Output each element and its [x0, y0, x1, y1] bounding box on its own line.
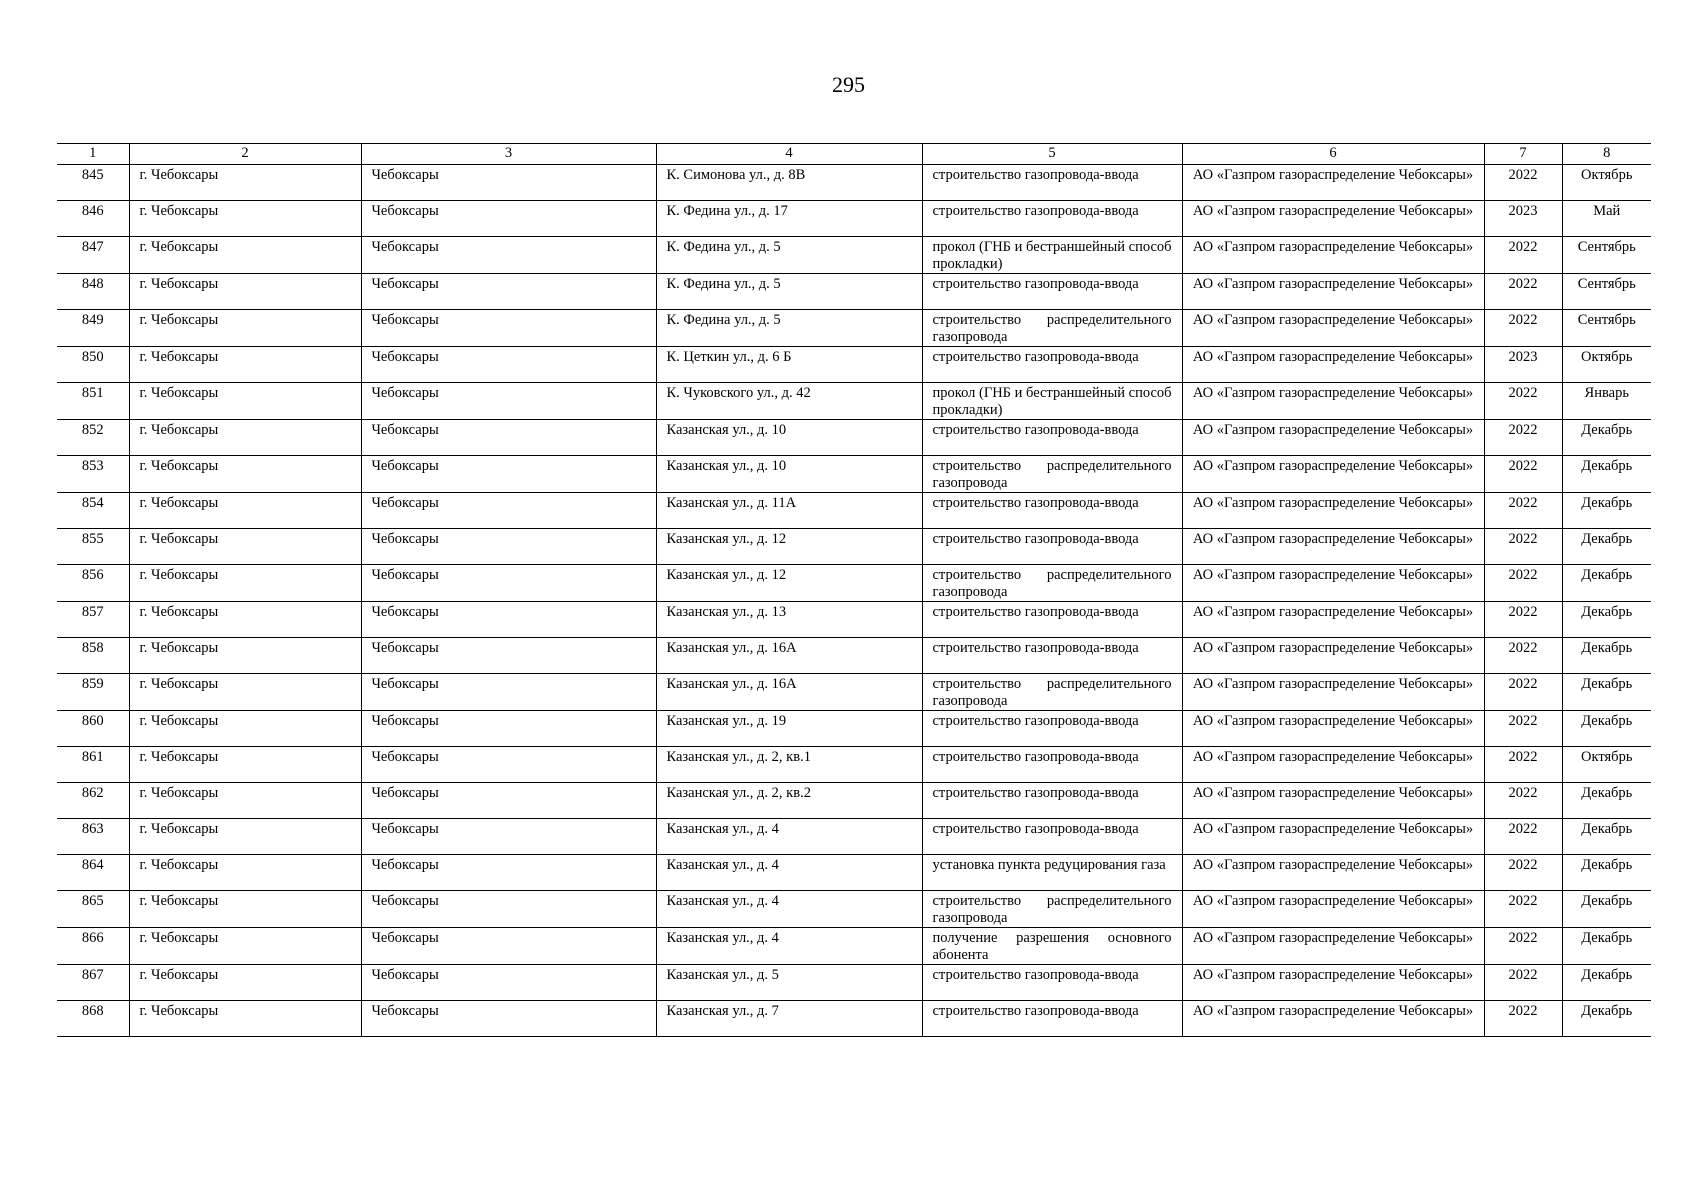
- organization-cell: АО «Газпром газораспределение Чебоксары»: [1182, 1001, 1484, 1037]
- table-row: [57, 456, 1651, 493]
- year-cell: 2022: [1484, 383, 1562, 420]
- locality-cell: Чебоксары: [361, 310, 656, 347]
- district-cell: г. Чебоксары: [129, 928, 361, 965]
- locality-cell: Чебоксары: [361, 602, 656, 638]
- address-cell: Казанская ул., д. 19: [656, 711, 922, 747]
- work-type-cell: строительство газопровода-ввода: [922, 420, 1182, 456]
- organization-cell: АО «Газпром газораспределение Чебоксары»: [1182, 274, 1484, 310]
- row-number: 848: [57, 274, 129, 310]
- district-cell: г. Чебоксары: [129, 201, 361, 237]
- month-cell: Декабрь: [1562, 602, 1651, 638]
- table-row: [57, 529, 1651, 565]
- organization-cell: АО «Газпром газораспределение Чебоксары»: [1182, 165, 1484, 201]
- month-cell: Январь: [1562, 383, 1651, 420]
- work-type-cell: строительство газопровода-ввода: [922, 747, 1182, 783]
- work-type-cell: строительство газопровода-ввода: [922, 1001, 1182, 1037]
- district-cell: г. Чебоксары: [129, 565, 361, 602]
- month-cell: Декабрь: [1562, 456, 1651, 493]
- address-cell: Казанская ул., д. 4: [656, 928, 922, 965]
- work-type-cell: строительство газопровода-ввода: [922, 274, 1182, 310]
- table-row: [57, 855, 1651, 891]
- year-cell: 2022: [1484, 493, 1562, 529]
- month-cell: Декабрь: [1562, 529, 1651, 565]
- locality-cell: Чебоксары: [361, 274, 656, 310]
- month-cell: Сентябрь: [1562, 310, 1651, 347]
- row-number: 856: [57, 565, 129, 602]
- year-cell: 2022: [1484, 420, 1562, 456]
- organization-cell: АО «Газпром газораспределение Чебоксары»: [1182, 237, 1484, 274]
- district-cell: г. Чебоксары: [129, 747, 361, 783]
- work-type-cell: строительство газопровода-ввода: [922, 711, 1182, 747]
- district-cell: г. Чебоксары: [129, 711, 361, 747]
- row-number: 867: [57, 965, 129, 1001]
- year-cell: 2022: [1484, 928, 1562, 965]
- district-cell: г. Чебоксары: [129, 1001, 361, 1037]
- month-cell: Декабрь: [1562, 674, 1651, 711]
- address-cell: К. Федина ул., д. 5: [656, 274, 922, 310]
- row-number: 866: [57, 928, 129, 965]
- work-type-cell: строительство газопровода-ввода: [922, 819, 1182, 855]
- organization-cell: АО «Газпром газораспределение Чебоксары»: [1182, 783, 1484, 819]
- district-cell: г. Чебоксары: [129, 347, 361, 383]
- row-number: 849: [57, 310, 129, 347]
- address-cell: К. Федина ул., д. 5: [656, 237, 922, 274]
- row-number: 847: [57, 237, 129, 274]
- table-row: [57, 891, 1651, 928]
- table-row: [57, 274, 1651, 310]
- table-row: [57, 602, 1651, 638]
- locality-cell: Чебоксары: [361, 819, 656, 855]
- organization-cell: АО «Газпром газораспределение Чебоксары»: [1182, 638, 1484, 674]
- locality-cell: Чебоксары: [361, 456, 656, 493]
- row-number: 868: [57, 1001, 129, 1037]
- organization-cell: АО «Газпром газораспределение Чебоксары»: [1182, 456, 1484, 493]
- year-cell: 2022: [1484, 565, 1562, 602]
- table-row: [57, 965, 1651, 1001]
- organization-cell: АО «Газпром газораспределение Чебоксары»: [1182, 493, 1484, 529]
- row-number: 855: [57, 529, 129, 565]
- district-cell: г. Чебоксары: [129, 165, 361, 201]
- table-row: [57, 638, 1651, 674]
- locality-cell: Чебоксары: [361, 420, 656, 456]
- year-cell: 2022: [1484, 783, 1562, 819]
- district-cell: г. Чебоксары: [129, 602, 361, 638]
- district-cell: г. Чебоксары: [129, 310, 361, 347]
- year-cell: 2022: [1484, 602, 1562, 638]
- work-type-cell: строительство газопровода-ввода: [922, 493, 1182, 529]
- year-cell: 2022: [1484, 819, 1562, 855]
- month-cell: Сентябрь: [1562, 237, 1651, 274]
- year-cell: 2022: [1484, 529, 1562, 565]
- address-cell: Казанская ул., д. 4: [656, 819, 922, 855]
- row-number: 845: [57, 165, 129, 201]
- column-header: 4: [656, 144, 922, 165]
- table-row: [57, 674, 1651, 711]
- table-row: [57, 747, 1651, 783]
- year-cell: 2023: [1484, 347, 1562, 383]
- work-type-cell: получение разрешения основного абонента: [922, 928, 1182, 965]
- row-number: 864: [57, 855, 129, 891]
- year-cell: 2022: [1484, 274, 1562, 310]
- row-number: 857: [57, 602, 129, 638]
- work-type-cell: строительство газопровода-ввода: [922, 783, 1182, 819]
- column-header: 3: [361, 144, 656, 165]
- address-cell: Казанская ул., д. 12: [656, 565, 922, 602]
- row-number: 853: [57, 456, 129, 493]
- table-body: [57, 165, 1651, 1037]
- address-cell: Казанская ул., д. 5: [656, 965, 922, 1001]
- month-cell: Октябрь: [1562, 347, 1651, 383]
- work-type-cell: строительство газопровода-ввода: [922, 165, 1182, 201]
- locality-cell: Чебоксары: [361, 529, 656, 565]
- organization-cell: АО «Газпром газораспределение Чебоксары»: [1182, 347, 1484, 383]
- work-type-cell: строительство газопровода-ввода: [922, 529, 1182, 565]
- year-cell: 2023: [1484, 201, 1562, 237]
- month-cell: Декабрь: [1562, 783, 1651, 819]
- month-cell: Декабрь: [1562, 1001, 1651, 1037]
- address-cell: Казанская ул., д. 12: [656, 529, 922, 565]
- row-number: 862: [57, 783, 129, 819]
- month-cell: Сентябрь: [1562, 274, 1651, 310]
- year-cell: 2022: [1484, 638, 1562, 674]
- year-cell: 2022: [1484, 456, 1562, 493]
- address-cell: Казанская ул., д. 7: [656, 1001, 922, 1037]
- work-type-cell: строительство газопровода-ввода: [922, 347, 1182, 383]
- organization-cell: АО «Газпром газораспределение Чебоксары»: [1182, 529, 1484, 565]
- table-row: [57, 928, 1651, 965]
- table-row: [57, 201, 1651, 237]
- table-row: [57, 165, 1651, 201]
- table-row: [57, 420, 1651, 456]
- month-cell: Декабрь: [1562, 638, 1651, 674]
- year-cell: 2022: [1484, 891, 1562, 928]
- locality-cell: Чебоксары: [361, 891, 656, 928]
- row-number: 851: [57, 383, 129, 420]
- column-header: 8: [1562, 144, 1651, 165]
- table-row: [57, 347, 1651, 383]
- row-number: 846: [57, 201, 129, 237]
- table-row: [57, 819, 1651, 855]
- address-cell: К. Федина ул., д. 5: [656, 310, 922, 347]
- organization-cell: АО «Газпром газораспределение Чебоксары»: [1182, 383, 1484, 420]
- work-type-cell: строительство распределительного газопровода: [922, 310, 1182, 347]
- month-cell: Декабрь: [1562, 565, 1651, 602]
- district-cell: г. Чебоксары: [129, 891, 361, 928]
- district-cell: г. Чебоксары: [129, 965, 361, 1001]
- month-cell: Декабрь: [1562, 965, 1651, 1001]
- row-number: 850: [57, 347, 129, 383]
- year-cell: 2022: [1484, 965, 1562, 1001]
- address-cell: Казанская ул., д. 11А: [656, 493, 922, 529]
- organization-cell: АО «Газпром газораспределение Чебоксары»: [1182, 310, 1484, 347]
- table-row: [57, 783, 1651, 819]
- row-number: 860: [57, 711, 129, 747]
- organization-cell: АО «Газпром газораспределение Чебоксары»: [1182, 420, 1484, 456]
- district-cell: г. Чебоксары: [129, 237, 361, 274]
- organization-cell: АО «Газпром газораспределение Чебоксары»: [1182, 747, 1484, 783]
- work-type-cell: прокол (ГНБ и бестраншейный способ прокладки): [922, 383, 1182, 420]
- column-header: 2: [129, 144, 361, 165]
- table-row: [57, 383, 1651, 420]
- work-type-cell: строительство газопровода-ввода: [922, 965, 1182, 1001]
- gasification-register-table: [57, 143, 1651, 1037]
- column-header: 7: [1484, 144, 1562, 165]
- table-row: [57, 310, 1651, 347]
- district-cell: г. Чебоксары: [129, 383, 361, 420]
- address-cell: Казанская ул., д. 4: [656, 855, 922, 891]
- table-row: [57, 237, 1651, 274]
- district-cell: г. Чебоксары: [129, 819, 361, 855]
- month-cell: Май: [1562, 201, 1651, 237]
- locality-cell: Чебоксары: [361, 855, 656, 891]
- year-cell: 2022: [1484, 165, 1562, 201]
- district-cell: г. Чебоксары: [129, 493, 361, 529]
- address-cell: Казанская ул., д. 2, кв.2: [656, 783, 922, 819]
- year-cell: 2022: [1484, 674, 1562, 711]
- work-type-cell: строительство распределительного газопровода: [922, 565, 1182, 602]
- month-cell: Декабрь: [1562, 891, 1651, 928]
- organization-cell: АО «Газпром газораспределение Чебоксары»: [1182, 565, 1484, 602]
- address-cell: К. Цеткин ул., д. 6 Б: [656, 347, 922, 383]
- locality-cell: Чебоксары: [361, 201, 656, 237]
- locality-cell: Чебоксары: [361, 347, 656, 383]
- work-type-cell: прокол (ГНБ и бестраншейный способ прокладки): [922, 237, 1182, 274]
- column-number-row: [57, 144, 1651, 165]
- district-cell: г. Чебоксары: [129, 529, 361, 565]
- address-cell: Казанская ул., д. 16А: [656, 638, 922, 674]
- row-number: 858: [57, 638, 129, 674]
- row-number: 861: [57, 747, 129, 783]
- work-type-cell: строительство газопровода-ввода: [922, 201, 1182, 237]
- row-number: 863: [57, 819, 129, 855]
- address-cell: Казанская ул., д. 13: [656, 602, 922, 638]
- row-number: 865: [57, 891, 129, 928]
- month-cell: Декабрь: [1562, 420, 1651, 456]
- year-cell: 2022: [1484, 310, 1562, 347]
- district-cell: г. Чебоксары: [129, 456, 361, 493]
- address-cell: Казанская ул., д. 16А: [656, 674, 922, 711]
- locality-cell: Чебоксары: [361, 711, 656, 747]
- organization-cell: АО «Газпром газораспределение Чебоксары»: [1182, 602, 1484, 638]
- address-cell: Казанская ул., д. 10: [656, 420, 922, 456]
- district-cell: г. Чебоксары: [129, 855, 361, 891]
- work-type-cell: строительство распределительного газопровода: [922, 891, 1182, 928]
- work-type-cell: установка пункта редуцирования газа: [922, 855, 1182, 891]
- district-cell: г. Чебоксары: [129, 783, 361, 819]
- row-number: 852: [57, 420, 129, 456]
- table-row: [57, 1001, 1651, 1037]
- address-cell: К. Чуковского ул., д. 42: [656, 383, 922, 420]
- locality-cell: Чебоксары: [361, 928, 656, 965]
- locality-cell: Чебоксары: [361, 747, 656, 783]
- district-cell: г. Чебоксары: [129, 638, 361, 674]
- work-type-cell: строительство распределительного газопровода: [922, 456, 1182, 493]
- work-type-cell: строительство газопровода-ввода: [922, 638, 1182, 674]
- month-cell: Декабрь: [1562, 711, 1651, 747]
- organization-cell: АО «Газпром газораспределение Чебоксары»: [1182, 965, 1484, 1001]
- year-cell: 2022: [1484, 747, 1562, 783]
- address-cell: Казанская ул., д. 10: [656, 456, 922, 493]
- locality-cell: Чебоксары: [361, 1001, 656, 1037]
- page-number: 295: [832, 72, 865, 97]
- address-cell: К. Симонова ул., д. 8В: [656, 165, 922, 201]
- address-cell: Казанская ул., д. 4: [656, 891, 922, 928]
- month-cell: Декабрь: [1562, 855, 1651, 891]
- locality-cell: Чебоксары: [361, 165, 656, 201]
- month-cell: Декабрь: [1562, 928, 1651, 965]
- organization-cell: АО «Газпром газораспределение Чебоксары»: [1182, 819, 1484, 855]
- locality-cell: Чебоксары: [361, 237, 656, 274]
- row-number: 859: [57, 674, 129, 711]
- locality-cell: Чебоксары: [361, 965, 656, 1001]
- year-cell: 2022: [1484, 711, 1562, 747]
- work-type-cell: строительство распределительного газопровода: [922, 674, 1182, 711]
- organization-cell: АО «Газпром газораспределение Чебоксары»: [1182, 674, 1484, 711]
- table-row: [57, 493, 1651, 529]
- locality-cell: Чебоксары: [361, 783, 656, 819]
- month-cell: Декабрь: [1562, 493, 1651, 529]
- column-header: 5: [922, 144, 1182, 165]
- locality-cell: Чебоксары: [361, 638, 656, 674]
- address-cell: К. Федина ул., д. 17: [656, 201, 922, 237]
- locality-cell: Чебоксары: [361, 674, 656, 711]
- locality-cell: Чебоксары: [361, 383, 656, 420]
- column-header: 1: [57, 144, 129, 165]
- work-type-cell: строительство газопровода-ввода: [922, 602, 1182, 638]
- month-cell: Декабрь: [1562, 819, 1651, 855]
- month-cell: Октябрь: [1562, 165, 1651, 201]
- address-cell: Казанская ул., д. 2, кв.1: [656, 747, 922, 783]
- locality-cell: Чебоксары: [361, 493, 656, 529]
- table-row: [57, 565, 1651, 602]
- month-cell: Октябрь: [1562, 747, 1651, 783]
- organization-cell: АО «Газпром газораспределение Чебоксары»: [1182, 891, 1484, 928]
- row-number: 854: [57, 493, 129, 529]
- year-cell: 2022: [1484, 1001, 1562, 1037]
- district-cell: г. Чебоксары: [129, 274, 361, 310]
- table-row: [57, 711, 1651, 747]
- column-header: 6: [1182, 144, 1484, 165]
- district-cell: г. Чебоксары: [129, 674, 361, 711]
- year-cell: 2022: [1484, 237, 1562, 274]
- organization-cell: АО «Газпром газораспределение Чебоксары»: [1182, 855, 1484, 891]
- year-cell: 2022: [1484, 855, 1562, 891]
- organization-cell: АО «Газпром газораспределение Чебоксары»: [1182, 711, 1484, 747]
- district-cell: г. Чебоксары: [129, 420, 361, 456]
- organization-cell: АО «Газпром газораспределение Чебоксары»: [1182, 928, 1484, 965]
- locality-cell: Чебоксары: [361, 565, 656, 602]
- organization-cell: АО «Газпром газораспределение Чебоксары»: [1182, 201, 1484, 237]
